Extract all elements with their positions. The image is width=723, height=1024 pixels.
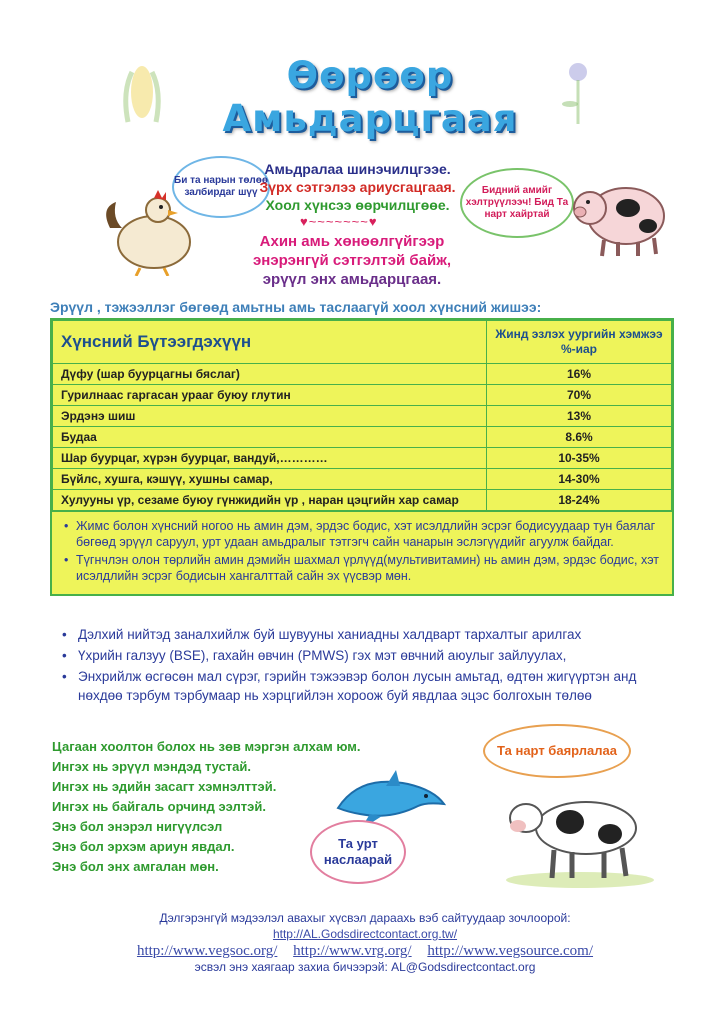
table-row [53,364,672,385]
slogan-line-4: Ахин амь хөнөөлгүйгээр [259,233,445,250]
table-row [53,385,672,406]
table-subheading: Эрүүл , тэжээллэг бөгөөд амьтны амь таслаагүй хоол хүнсний жишээ: [50,299,542,315]
table-cell-item: Дүфу (шар буурцагны бяслаг) [53,364,487,385]
veg-line: Энэ бол энэрэл нигүүлсэл [52,819,223,834]
veg-line: Цагаан хоолтон болох нь зөв мэргэн алхам юм. [52,739,361,754]
table-row [53,448,672,469]
footer-link[interactable]: http://www.vrg.org/ [293,943,412,959]
footer-main-link[interactable]: http://AL.Godsdirectcontact.org.tw/ [272,927,458,941]
cow-speech-bubble: Та нарт баярлалаа [483,724,631,778]
table-notes [52,511,672,594]
slogan-line-6: эрүүл энх амьдарцгаая. [262,271,442,288]
veg-line: Энэ бол энх амгалан мөн. [52,859,219,874]
table-header-product: Хүнсний Бүтээгдэхүүн [53,321,487,364]
slogan-line-3: Хоол хүнсээ өөрчилцгөөе. [265,197,450,213]
protein-table-box [50,318,674,596]
slogan-line-5: энэрэнгүй сэтгэлтэй байж, [252,252,452,269]
table-header-row [53,321,672,364]
table-cell-item: Шар буурцаг, хүрэн буурцаг, вандуй,………… [53,448,487,469]
bullet-item: • Энхрийлж өсгөсөн мал сүрэг, гэрийн тэжээвэр болон лусын амьтад, өдтөн жигүүртэн анд нөхдөө тэрбум тэрбумаар нь хэрцгийлэн хороож буй явдлаа эцэс болгохын төлөө [60,667,680,705]
table-cell-value: 13% [487,406,672,427]
veg-line: Энэ бол эрхэм ариун явдал. [52,839,235,854]
table-cell-item: Бүйлс, хушга, кэшүү, хушны самар, [53,469,487,490]
bullet-item: • Дэлхий нийтэд заналхийлж буй шувууны ханиадны халдварт тархалтыг арилгах [60,625,680,644]
table-note: • Түгнчлэн олон төрлийн амин дэмийн шахмал үрлүүд(мультивитамин) нь амин дэм, эрдэс бодис, хэт исэлдлийн эсрэг бодисын хангалттай сайн эх үүсвэр мөн. [62,552,662,584]
table-note: • Жимс болон хүнсний ногоо нь амин дэм, эрдэс бодис, хэт исэлдлийн эсрэг бодисуудаар тун баялаг бөгөөд эрүүл саруул, урт удаан амьдралыг тэтгэгч сайн чанарын эслэгүүдийг агуулж байдаг. [62,518,662,550]
table-row [53,469,672,490]
flower-illustration [558,58,598,128]
table-cell-item: Эрдэнэ шиш [53,406,487,427]
pig-illustration [570,170,670,260]
slogan-block [235,160,480,214]
veg-line: Ингэх нь эдийн засагт хэмнэлттэй. [52,779,277,794]
table-cell-value: 10-35% [487,448,672,469]
benefit-bullets [60,625,680,707]
corn-illustration [118,52,166,132]
bullet-item: • Үхрийн галзуу (BSE), гахайн өвчин (PMWS) гэх мэт өвчний аюулыг зайлуулах, [60,646,680,665]
table-cell-item: Хулууны үр, сезаме буюу гүнжидийн үр , наран цэцгийн хар самар [53,490,487,511]
table-cell-item: Будаа [53,427,487,448]
table-cell-value: 18-24% [487,490,672,511]
hearts-divider: ♥~~~~~~~♥ [300,214,378,229]
footer-link[interactable]: http://www.vegsource.com/ [427,943,594,959]
table-row [53,406,672,427]
table-row [53,490,672,511]
table-row [53,427,672,448]
page-title: Өөрөөр Амьдарцгаая [222,54,518,140]
dolphin-speech-bubble: Та урт наслаарай [310,820,406,884]
slogan-line-1: Амьдралаа шинэчилцгээе. [264,161,451,177]
veg-line: Ингэх нь эрүүл мэндэд тустай. [52,759,251,774]
footer-link[interactable]: http://www.vegsoc.org/ [136,943,278,959]
footer-contact: эсвэл энэ хаягаар захиа бичээрэй: AL@Godsdirectcontact.org [194,960,536,974]
table-cell-value: 70% [487,385,672,406]
table-header-protein: Жинд эзлэх уургийн хэмжээ %-иар [487,321,672,364]
pig-speech-bubble: Бидний амийг хэлтрүүлээч! Бид Та нарт хайртай [460,168,574,238]
footer [70,910,660,975]
table-cell-value: 8.6% [487,427,672,448]
slogan-line-2: Зүрх сэтгэлээ ариусгацгаая. [259,179,456,195]
protein-table [52,320,672,511]
slogan-block-2 [232,232,472,289]
chicken-speech-bubble: Би та нарын төлөө залбирдаг шүү [172,156,270,218]
footer-links [70,942,660,960]
table-cell-value: 16% [487,364,672,385]
table-cell-value: 14-30% [487,469,672,490]
cow-illustration [500,778,660,888]
footer-info: Дэлгэрэнгүй мэдээлэл авахыг хүсвэл дараахь вэб сайтуудаар зочлоорой: [159,911,571,925]
veg-line: Ингэх нь байгаль орчинд ээлтэй. [52,799,266,814]
table-cell-item: Гурилнаас гаргасан урааг буюу глутин [53,385,487,406]
